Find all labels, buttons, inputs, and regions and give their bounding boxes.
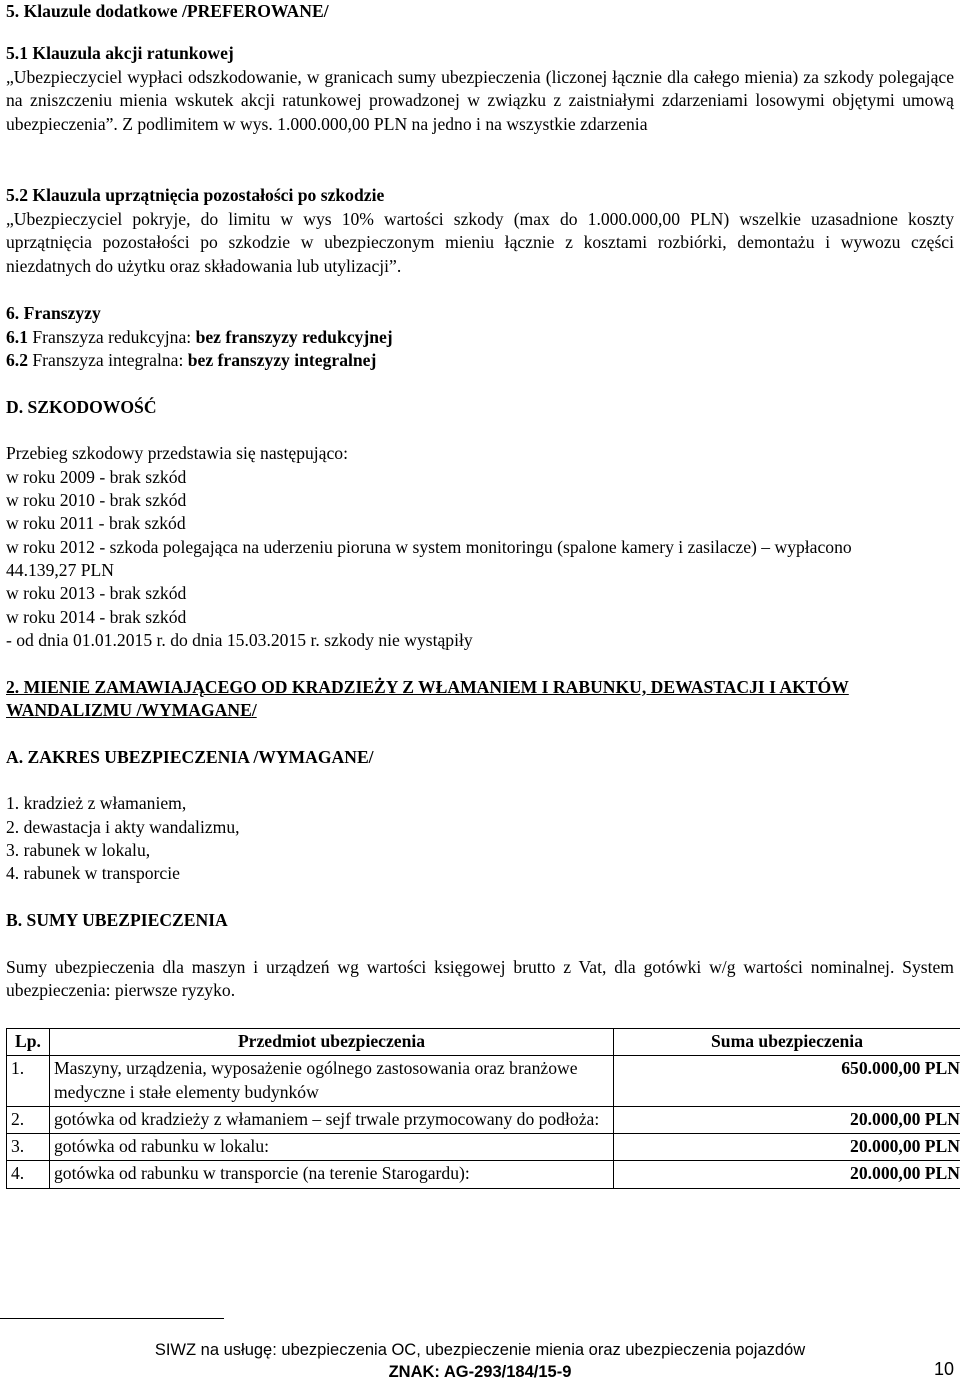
franchise-integral bbox=[6, 349, 376, 372]
row-sum: 20.000,00 PLN bbox=[614, 1134, 960, 1161]
section-6-heading: 6. Franszyzy bbox=[6, 302, 101, 325]
section-5-heading: 5. Klauzule dodatkowe /PREFEROWANE/ bbox=[6, 0, 329, 23]
clause-5-2-title: 5.2 Klauzula uprzątnięcia pozostałości po szkodzie bbox=[6, 184, 384, 207]
franchise-reduction-label: Franszyza redukcyjna: bbox=[28, 327, 196, 347]
clause-5-2-body: „Ubezpieczyciel pokryje, do limitu w wys 10% wartości szkody (max do 1.000.000,00 PLN) wszelkie uzasadnione koszty uprzątnięcia pozostałości po szkodzie w ubezpieczonym mieniu łącznie z kosztami rozbiórki, demontażu i wywozu części niezdatnych do użytku oraz składowania lub utylizacji”. bbox=[6, 208, 954, 278]
page-number: 10 bbox=[934, 1358, 954, 1381]
row-lp: 4. bbox=[7, 1161, 50, 1188]
table-row bbox=[7, 1134, 960, 1161]
row-sum: 20.000,00 PLN bbox=[614, 1106, 960, 1133]
claims-line-2012: w roku 2012 - szkoda polegająca na uderzeniu pioruna w system monitoringu (spalone kamery i zasilacze) – wypłacono 44.139,27 PLN bbox=[6, 536, 906, 583]
table-header-row bbox=[7, 1029, 960, 1056]
clause-5-1-body: „Ubezpieczyciel wypłaci odszkodowanie, w granicach sumy ubezpieczenia (liczonej łącznie dla całego mienia) za szkody polegające na zniszczeniu mienia wskutek akcji ratunkowej prowadzonej w związku z zaistniałymi zdarzeniami losowymi objętymi umową ubezpieczenia”. Z podlimitem w wys. 1.000.000,00 PLN na jedno i na wszystkie zdarzenia bbox=[6, 66, 954, 136]
section-b-body: Sumy ubezpieczenia dla maszyn i urządzeń wg wartości księgowej brutto z Vat, dla gotówki w/g wartości nominalnej. System ubezpieczenia: pierwsze ryzyko. bbox=[6, 956, 954, 1003]
claims-line-2013: w roku 2013 - brak szkód bbox=[6, 582, 186, 605]
scope-item-4: 4. rabunek w transporcie bbox=[6, 862, 180, 885]
section-d-heading: D. SZKODOWOŚĆ bbox=[6, 396, 157, 419]
footer-reference: ZNAK: AG-293/184/15-9 bbox=[0, 1361, 960, 1383]
row-lp: 2. bbox=[7, 1106, 50, 1133]
claims-line-2010: w roku 2010 - brak szkód bbox=[6, 489, 186, 512]
clause-5-1-title: 5.1 Klauzula akcji ratunkowej bbox=[6, 42, 234, 65]
row-sum: 650.000,00 PLN bbox=[614, 1056, 960, 1107]
row-lp: 1. bbox=[7, 1056, 50, 1107]
claims-intro: Przebieg szkodowy przedstawia się następująco: bbox=[6, 442, 348, 465]
row-lp: 3. bbox=[7, 1134, 50, 1161]
claims-line-2009: w roku 2009 - brak szkód bbox=[6, 466, 186, 489]
franchise-integral-label: Franszyza integralna: bbox=[28, 350, 188, 370]
claims-line-2011: w roku 2011 - brak szkód bbox=[6, 512, 186, 535]
franchise-reduction-number: 6.1 bbox=[6, 327, 28, 347]
claims-line-2015: - od dnia 01.01.2015 r. do dnia 15.03.2015 r. szkody nie wystąpiły bbox=[6, 629, 473, 652]
row-item: gotówka od rabunku w transporcie (na terenie Starogardu): bbox=[50, 1161, 614, 1188]
scope-item-1: 1. kradzież z włamaniem, bbox=[6, 792, 186, 815]
section-b-heading: B. SUMY UBEZPIECZENIA bbox=[6, 909, 228, 932]
table-row bbox=[7, 1056, 960, 1107]
table-row bbox=[7, 1161, 960, 1188]
header-item: Przedmiot ubezpieczenia bbox=[50, 1029, 614, 1056]
franchise-integral-number: 6.2 bbox=[6, 350, 28, 370]
franchise-reduction-value: bez franszyzy redukcyjnej bbox=[196, 327, 393, 347]
header-sum: Suma ubezpieczenia bbox=[614, 1029, 960, 1056]
table-row bbox=[7, 1106, 960, 1133]
row-sum: 20.000,00 PLN bbox=[614, 1161, 960, 1188]
row-item: gotówka od rabunku w lokalu: bbox=[50, 1134, 614, 1161]
insurance-sums-table bbox=[6, 1028, 960, 1189]
franchise-integral-value: bez franszyzy integralnej bbox=[188, 350, 377, 370]
header-lp: Lp. bbox=[7, 1029, 50, 1056]
scope-item-3: 3. rabunek w lokalu, bbox=[6, 839, 150, 862]
franchise-reduction bbox=[6, 326, 393, 349]
section-2-heading: 2. MIENIE ZAMAWIAJĄCEGO OD KRADZIEŻY Z WŁAMANIEM I RABUNKU, DEWASTACJI I AKTÓW WANDALIZMU /WYMAGANE/ bbox=[6, 676, 906, 723]
row-item: gotówka od kradzieży z włamaniem – sejf trwale przymocowany do podłoża: bbox=[50, 1106, 614, 1133]
scope-item-2: 2. dewastacja i akty wandalizmu, bbox=[6, 816, 240, 839]
footer-divider bbox=[0, 1318, 224, 1319]
claims-line-2014: w roku 2014 - brak szkód bbox=[6, 606, 186, 629]
footer-title: SIWZ na usługę: ubezpieczenia OC, ubezpieczenie mienia oraz ubezpieczenia pojazdów bbox=[0, 1339, 960, 1361]
row-item: Maszyny, urządzenia, wyposażenie ogólnego zastosowania oraz branżowe medyczne i stałe elementy budynków bbox=[50, 1056, 614, 1107]
section-a-heading: A. ZAKRES UBEZPIECZENIA /WYMAGANE/ bbox=[6, 746, 374, 769]
page-footer bbox=[0, 1339, 960, 1383]
